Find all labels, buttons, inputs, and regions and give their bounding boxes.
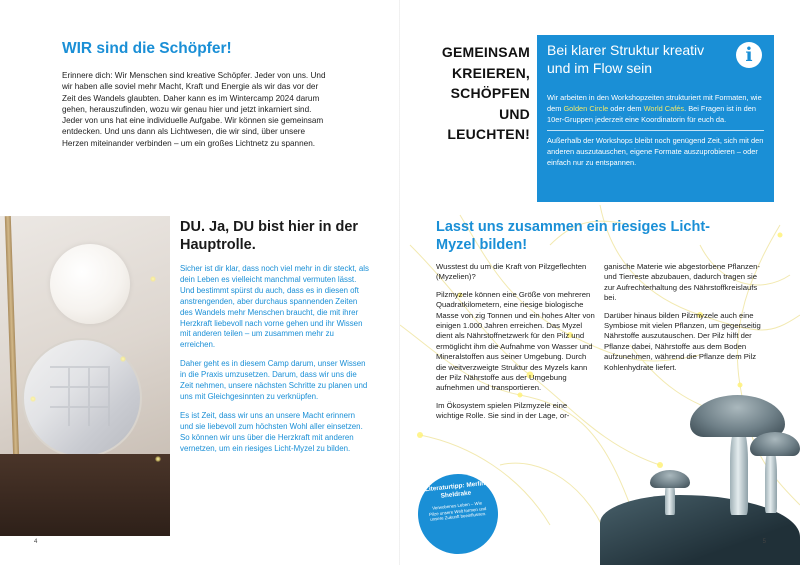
light-dot [150,276,156,282]
left-column-text [180,264,370,463]
section-heading-left: DU. Ja, DU bist hier in der Hauptrolle. [180,219,359,253]
badge-text: Verwobenes Leben – Wie Pilze unsere Welt formen und unsere Zukunft beeinflussen. [428,500,487,523]
right-page [400,0,800,565]
paragraph: Daher geht es in diesem Camp darum, unser Wissen in die Praxis umzusetzen. Darum, dass wir uns die Zeit nehmen, unsere nächsten Schritte zu planen und uns mit Gleichgesinnten zu verknüpfen. [180,359,368,401]
light-dot [120,356,126,362]
badge-title: Literaturtipp: Merlin Sheldrake [424,480,486,500]
paper-lantern [50,244,130,324]
wooden-shelf [0,454,170,536]
paragraph: Im Ökosystem spielen Pilzmyzele eine wichtige Rolle. Sie sind in der Lage, or- [436,400,570,421]
intro-paragraph: Erinnere dich: Wir Menschen sind kreative Schöpfer. Jeder von uns. Und wir haben alle soviel mehr Macht, Kraft und Energie als wir das vor der Zeit des Wandels glaubten. Daher kann es im Wintercamp 2024 darum gehen, herauszufinden, wozu wir genau hier und jetzt inkarniert sind. Jeder von uns hat eine individuelle Aufgabe. Wir können sie gemeinsam entdecken. Und uns dann als Lichtwesen, die wir sind, über unsere Herzen miteinander verbinden – um ein großes Lichtnetz zu spannen. [62,71,326,148]
info-box-paragraph: Wir arbeiten in den Workshopzeiten strukturiert mit Formaten, wie dem Golden Circle oder dem World Cafés. Bei Fragen ist in den 10er-Gruppen jederzeit eine Koordinatorin für euch da. [547,93,762,124]
light-dot [155,456,161,462]
divider [547,130,764,131]
paragraph: Pilzmyzele können eine Größe von mehreren Quadratkilometern, eine riesige biologische Masse von zig Tonnen und ein hohes Alter von einigen 1.000 Jahren erreichen. Das Myzel dient als Nährstoffnetzwerk für den Pilz und ermöglicht ihm die Aufnahme von Wasser und Mineralstoffen aus seiner Umgebung. Durch die weitverzweigte Struktur des Myzels kann der Pilz Nährstoffe aus der Umgebung aufnehmen und transportieren. [436,289,595,393]
light-dot [30,396,36,402]
page-heading: WIR sind die Schöpfer! [62,40,232,57]
highlight-world-cafes: World Cafés [643,103,685,113]
interior-photo [0,216,170,536]
mushroom-stem [765,448,777,513]
info-box [537,35,774,202]
paragraph: Es ist Zeit, dass wir uns an unsere Macht erinnern und sie liebevoll zum höchsten Wohl aller einsetzen. So können wir uns über die Herzkraft mit anderen vernetzen, um ein riesiges Licht-Myzel zu bilden. [180,410,363,453]
slogan: GEMEINSAM KREIEREN, SCHÖPFEN UND LEUCHTEN! [441,44,530,142]
highlight-golden-circle: Golden Circle [563,103,609,113]
mushroom-cap [650,470,690,488]
paragraph: Sicher ist dir klar, dass noch viel mehr in dir steckt, als dein Leben es vielleicht manchmal vermuten lässt. Und bestimmt spürst du auch, dass es in diesen oft anstrengenden, aber durchaus spannenden Zeiten des Wandels mehr Menschen braucht, die mit ihrer Herzkraft liebevoll nach vorne gehen und ihr Wissen mit anderen teilen – um zusammen mehr zu erreichen. [180,264,370,350]
paragraph: ganische Materie wie abgestorbene Pflanzen- und Tierreste abzubauen, dadurch tragen sie zur Aufrechterhaltung des Nährstoffkreislaufs bei. [604,262,760,303]
info-box-paragraph: Außerhalb der Workshops bleibt noch genügend Zeit, sich mit den anderen auszutauschen, eigene Formate auszuprobieren – oder einfach nur zu entspannen. [547,136,764,167]
section-heading-right: Lasst uns zusammen ein riesiges Licht-Myzel bilden! [436,219,710,253]
info-icon: i [736,42,762,68]
paragraph: Wusstest du um die Kraft von Pilzgeflechten (Myzelien)? [436,262,587,282]
right-column-1 [436,262,596,429]
page-number-left: 4 [34,539,38,545]
right-column-2 [604,262,764,380]
paragraph: Darüber hinaus bilden Pilzmyzele auch eine Symbiose mit vielen Pflanzen, um gegenseitig Nährstoffe auszutauschen. Der Pilz hilft der Pflanze dabei, Nährstoffe aus dem Boden aufzunehmen, während die Pflanze dem Pilz Kohlenhydrate liefert. [604,310,761,372]
window-reflection [50,366,110,426]
mushroom-stem [730,425,748,515]
info-box-title: Bei klarer Struktur kreativ und im Flow sein [547,42,705,76]
page-number-right: 5 [762,539,766,545]
